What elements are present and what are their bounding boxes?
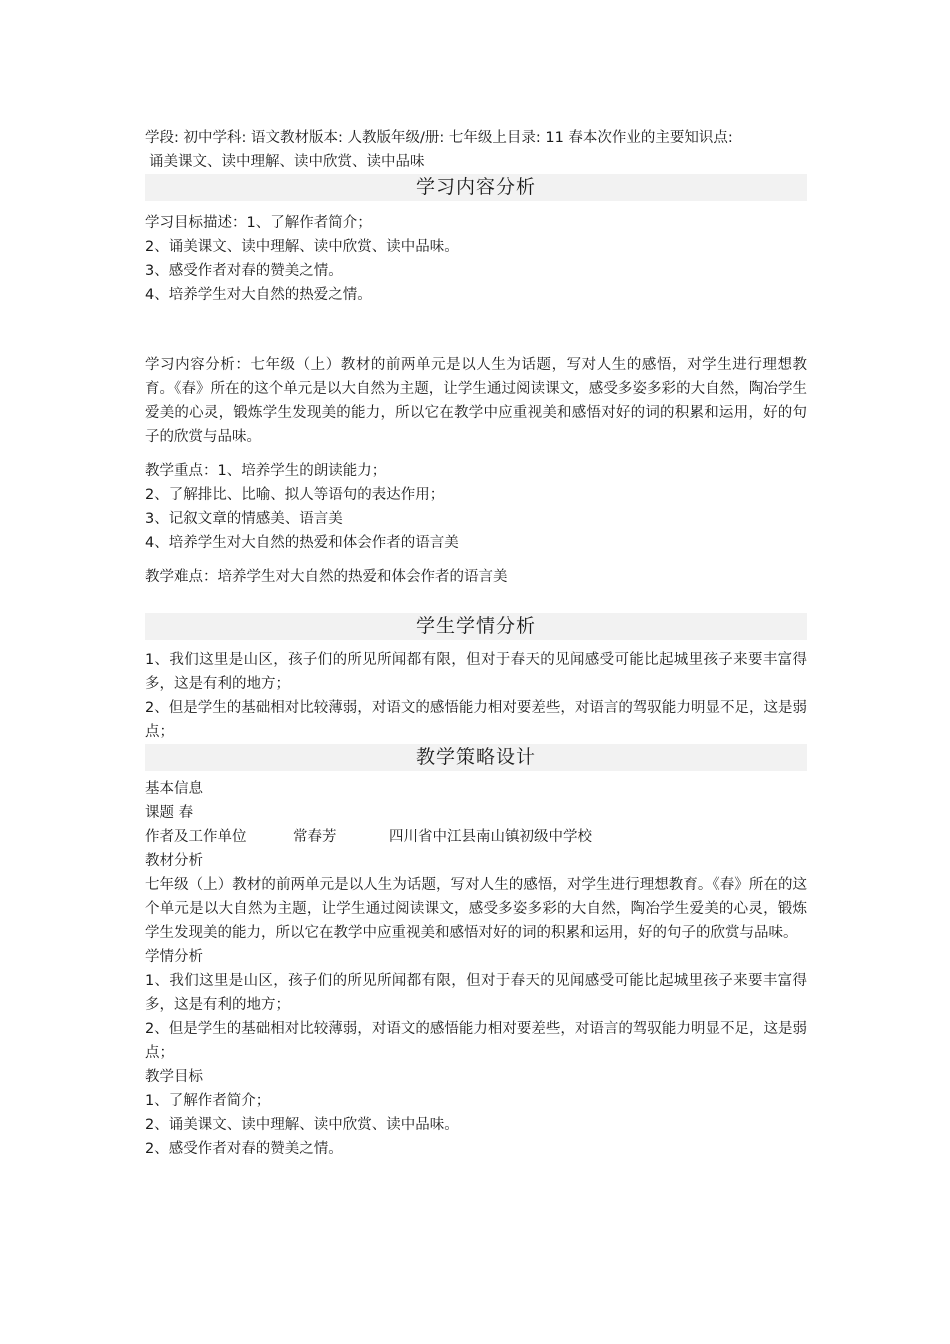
teaching-goal-line: 2、诵美课文、读中理解、读中欣赏、读中品味。 [145,1117,459,1133]
teaching-goals-heading: 教学目标 [145,1069,203,1085]
lesson-title: 课题 春 [145,805,194,821]
student-analysis-paragraph: 1、我们这里是山区，孩子们的所见所闻都有限，但对于春天的见闻感受可能比起城里孩子来要丰富得多，这是有利的地方； [145,973,807,1013]
objective-line: 4、培养学生对大自然的热爱之情。 [145,287,372,303]
textbook-analysis-paragraph: 七年级（上）教材的前两单元是以人生为话题，写对人生的感悟，对学生进行理想教育。《春》所在的这个单元是以大自然为主题，让学生通过阅读课文，感受多姿多彩的大自然，陶冶学生爱美的心灵，锻炼学生发现美的能力，所以它在教学中应重视美和感悟对好的词的积累和运用，好的句子的欣赏与品味。 [145,877,807,941]
section-title-content-analysis: 学习内容分析 [145,174,807,201]
textbook-analysis-heading: 教材分析 [145,853,203,869]
key-point-line: 教学重点：1、培养学生的朗读能力； [145,463,387,479]
content-analysis-paragraph: 学习内容分析：七年级（上）教材的前两单元是以人生为话题，写对人生的感悟，对学生进行理想教育。《春》所在的这个单元是以大自然为主题，让学生通过阅读课文，感受多姿多彩的大自然，陶冶学生爱美的心灵，锻炼学生发现美的能力，所以它在教学中应重视美和感悟对好的词的积累和运用，好的句子的欣赏与品味。 [145,357,807,445]
author-name: 常春芳 [293,829,337,845]
student-analysis-paragraph: 1、我们这里是山区，孩子们的所见所闻都有限，但对于春天的见闻感受可能比起城里孩子来要丰富得多，这是有利的地方； [145,652,807,692]
section-title-student-analysis: 学生学情分析 [145,613,807,640]
teaching-goal-line: 1、了解作者简介； [145,1093,271,1109]
author-school: 四川省中江县南山镇初级中学校 [389,829,592,845]
key-point-line: 3、记叙文章的情感美、语言美 [145,511,343,527]
objective-line: 2、诵美课文、读中理解、读中欣赏、读中品味。 [145,239,459,255]
student-analysis-paragraph: 2、但是学生的基础相对比较薄弱，对语文的感悟能力相对要差些，对语言的驾驭能力明显不足，这是弱点； [145,1021,807,1061]
student-analysis-paragraph: 2、但是学生的基础相对比较薄弱，对语文的感悟能力相对要差些，对语言的驾驭能力明显不足，这是弱点； [145,700,807,740]
section-title-teaching-strategy: 教学策略设计 [145,744,807,771]
author-label: 作者及工作单位 [145,829,247,845]
key-point-line: 2、了解排比、比喻、拟人等语句的表达作用； [145,487,445,503]
objective-line: 学习目标描述：1、了解作者简介； [145,215,372,231]
header-meta-line: 学段: 初中学科: 语文教材版本: 人教版年级/册: 七年级上目录: 11 春本次作业的主要知识点: [145,130,733,146]
document-page [145,126,807,1161]
header-knowledge-line: 诵美课文、读中理解、读中欣赏、读中品味 [149,154,425,170]
basic-info-heading: 基本信息 [145,781,203,797]
objective-line: 3、感受作者对春的赞美之情。 [145,263,343,279]
teaching-goal-line: 2、感受作者对春的赞美之情。 [145,1141,343,1157]
student-analysis-heading: 学情分析 [145,949,203,965]
difficulty-line: 教学难点：培养学生对大自然的热爱和体会作者的语言美 [145,569,508,585]
key-point-line: 4、培养学生对大自然的热爱和体会作者的语言美 [145,535,459,551]
author-row [145,825,807,849]
